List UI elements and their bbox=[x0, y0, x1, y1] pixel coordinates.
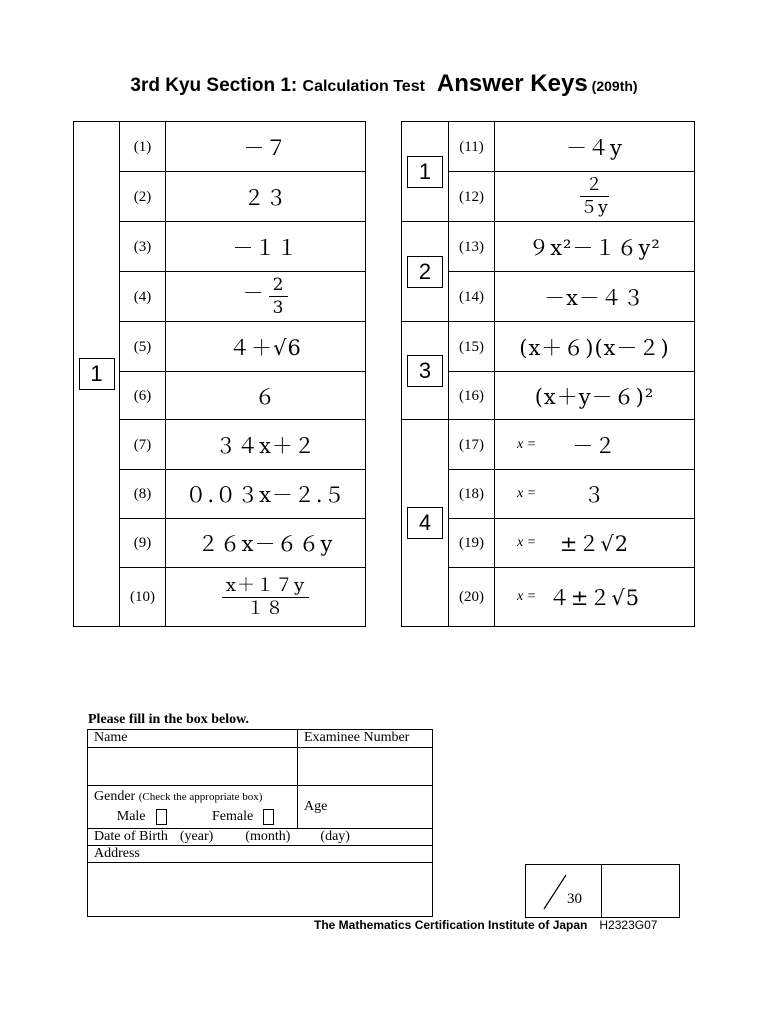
gender-hint: (Check the appropriate box) bbox=[138, 791, 263, 803]
answer-value: －１１ bbox=[232, 235, 299, 260]
question-number: (2) bbox=[133, 188, 152, 205]
answer-value: ±２√2 bbox=[559, 532, 630, 556]
answer-value: －x－４３ bbox=[544, 285, 645, 310]
question-number: (6) bbox=[133, 387, 152, 404]
question-number: (20) bbox=[459, 589, 484, 605]
dob-label: Date of Birth bbox=[94, 829, 168, 844]
answer-fraction bbox=[269, 274, 289, 319]
question-number: (7) bbox=[133, 436, 152, 453]
section-cell-1 bbox=[402, 122, 449, 222]
title-edition: (209th) bbox=[591, 78, 638, 94]
section-cell-1 bbox=[74, 122, 120, 627]
fraction-numerator: ２ bbox=[580, 174, 609, 197]
score-slash-icon bbox=[540, 873, 570, 911]
question-number: (9) bbox=[133, 535, 152, 551]
examinee-number-field[interactable] bbox=[298, 748, 433, 786]
question-number: (17) bbox=[459, 436, 484, 453]
section-label: 1 bbox=[407, 156, 443, 188]
section-label: 4 bbox=[407, 507, 443, 539]
section-cell-2 bbox=[402, 222, 449, 322]
question-number: (4) bbox=[133, 288, 152, 305]
x-equals-label: x = bbox=[517, 535, 537, 550]
answer-sign: － bbox=[242, 281, 265, 306]
fraction-numerator: x＋１７y bbox=[222, 575, 309, 598]
form-instruction: Please fill in the box below. bbox=[88, 712, 249, 727]
question-number: (12) bbox=[459, 188, 484, 205]
question-number: (11) bbox=[459, 138, 484, 155]
answer-value: ０.０３x－２.５ bbox=[185, 483, 346, 507]
answer-value: －７ bbox=[243, 135, 288, 160]
answer-value: －２ bbox=[572, 433, 617, 458]
question-number: (1) bbox=[133, 138, 152, 155]
x-equals-label: x = bbox=[517, 589, 537, 604]
fraction-denominator: ５y bbox=[580, 198, 609, 218]
name-label: Name bbox=[88, 730, 298, 748]
answer-value: ６ bbox=[254, 384, 277, 409]
fraction-denominator: １８ bbox=[246, 597, 285, 619]
question-number: (8) bbox=[133, 486, 152, 502]
answer-value: ９x²－１６y² bbox=[528, 235, 661, 260]
left-answer-table bbox=[73, 121, 366, 627]
address-field[interactable] bbox=[88, 863, 433, 917]
x-equals-label: x = bbox=[517, 436, 537, 452]
male-checkbox[interactable] bbox=[156, 809, 167, 825]
score-divider bbox=[601, 865, 602, 917]
question-number: (5) bbox=[133, 338, 152, 355]
title-subject-cap: C bbox=[302, 78, 315, 95]
address-label: Address bbox=[88, 846, 433, 863]
answer-value: ２６x－６６y bbox=[197, 532, 334, 556]
answer-fraction bbox=[222, 575, 309, 620]
section-label: 3 bbox=[407, 355, 443, 387]
section-label: 2 bbox=[407, 256, 443, 288]
question-number: (13) bbox=[459, 238, 484, 255]
male-label: Male bbox=[116, 809, 146, 825]
answer-value: ２３ bbox=[243, 185, 288, 210]
female-checkbox[interactable] bbox=[263, 809, 274, 825]
question-number: (15) bbox=[459, 338, 484, 355]
answer-value: ３４x＋２ bbox=[215, 433, 316, 458]
question-number: (16) bbox=[459, 387, 484, 404]
answer-value: －４y bbox=[566, 135, 623, 160]
fraction-numerator: 2 bbox=[269, 274, 289, 297]
section-cell-3 bbox=[402, 322, 449, 420]
dob-year-label: (year) bbox=[179, 829, 214, 844]
section-cell-4 bbox=[402, 420, 449, 627]
answer-value: ４±２√5 bbox=[548, 586, 641, 610]
female-option bbox=[212, 809, 274, 825]
dob-day-label: (day) bbox=[320, 829, 350, 844]
examinee-number-label: Examinee Number bbox=[298, 730, 433, 748]
title-subject: alculation Test bbox=[314, 78, 425, 95]
age-field[interactable] bbox=[298, 786, 433, 829]
section-label: 1 bbox=[79, 358, 115, 390]
name-field[interactable] bbox=[88, 748, 298, 786]
page-title bbox=[0, 70, 768, 98]
question-number: (19) bbox=[459, 535, 484, 551]
male-option bbox=[117, 809, 167, 825]
dob-row[interactable] bbox=[88, 829, 433, 846]
right-answer-table bbox=[401, 121, 695, 627]
answer-value: ４＋√6 bbox=[229, 335, 302, 360]
score-box bbox=[525, 864, 680, 918]
score-total: 30 bbox=[567, 891, 582, 907]
age-label: Age bbox=[304, 799, 328, 814]
question-number: (10) bbox=[130, 589, 155, 605]
examinee-info-form bbox=[87, 729, 433, 917]
gender-label: Gender bbox=[94, 789, 136, 804]
female-label: Female bbox=[212, 809, 254, 825]
dob-month-label: (month) bbox=[245, 829, 291, 844]
title-main: Answer Keys bbox=[436, 70, 588, 97]
answer-value: (x＋６)(x－２) bbox=[519, 335, 670, 360]
answer-fraction bbox=[580, 174, 609, 219]
footer-code: H2323G07 bbox=[599, 918, 658, 932]
x-equals-label: x = bbox=[517, 486, 537, 501]
question-number: (14) bbox=[459, 288, 484, 305]
footer bbox=[314, 918, 657, 932]
answer-value: (x＋y－６)² bbox=[534, 384, 655, 409]
question-number: (3) bbox=[133, 238, 152, 255]
answer-value: ３ bbox=[583, 483, 606, 507]
title-prefix: 3rd Kyu Section 1: bbox=[130, 75, 303, 96]
question-number: (18) bbox=[459, 486, 484, 502]
footer-org: The Mathematics Certification Institute of Japan bbox=[314, 918, 588, 932]
gender-cell bbox=[88, 786, 298, 829]
fraction-denominator: 3 bbox=[272, 298, 285, 318]
